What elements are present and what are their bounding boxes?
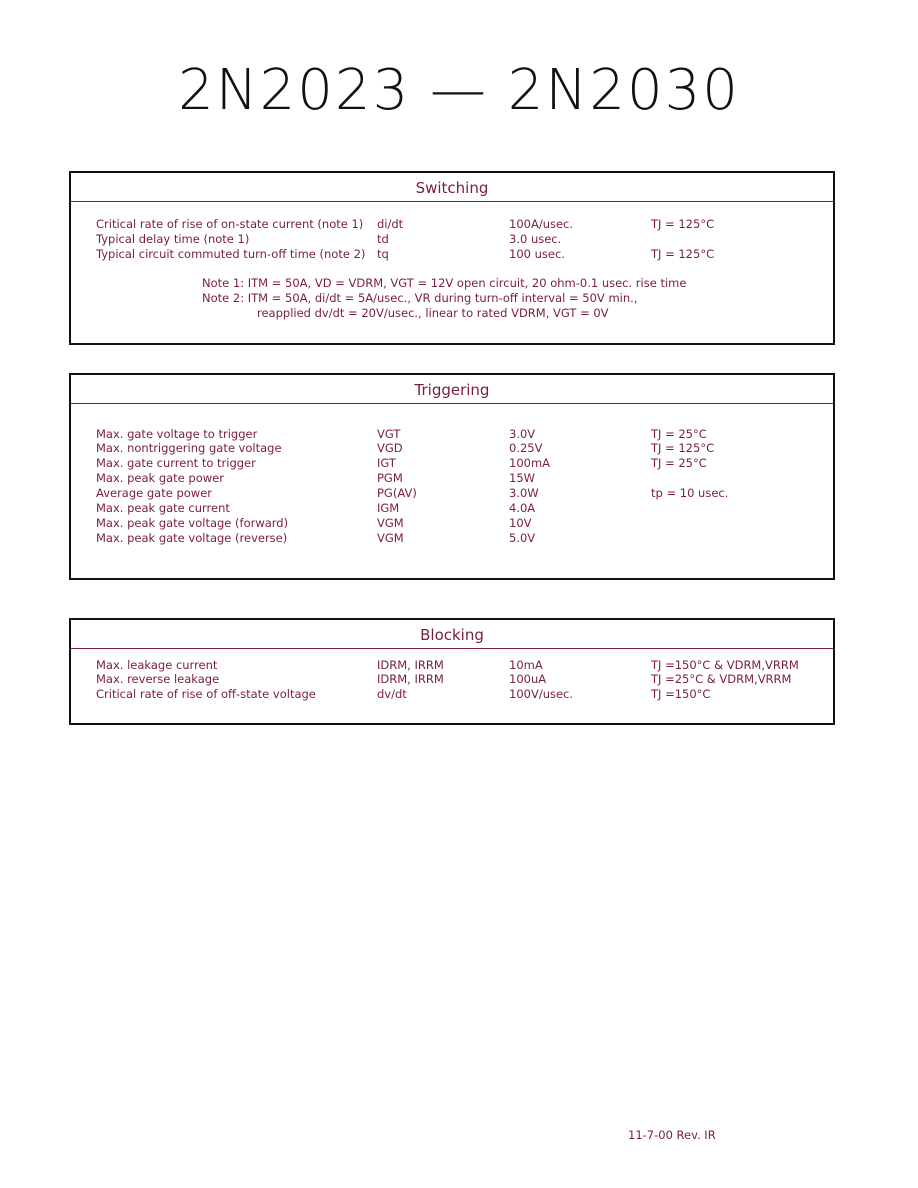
- symbol: IDRM, IRRM: [377, 672, 444, 686]
- blocking-heading: Blocking: [71, 620, 833, 649]
- symbol: di/dt: [377, 217, 404, 231]
- page-title: 2N2023 — 2N2030: [178, 58, 740, 123]
- param-label: Critical rate of rise of on-state current (note 1): [96, 217, 364, 231]
- value: 3.0 usec.: [509, 232, 562, 246]
- symbol: dv/dt: [377, 687, 407, 701]
- value: 100 usec.: [509, 247, 565, 261]
- symbol: VGM: [377, 516, 404, 530]
- param-label: Max. leakage current: [96, 658, 218, 672]
- note-2: Note 2: ITM = 50A, di/dt = 5A/usec., VR during turn-off interval = 50V min.,: [202, 291, 638, 305]
- condition: TJ =150°C: [651, 687, 711, 701]
- table-row: [71, 441, 833, 456]
- param-label: Critical rate of rise of off-state voltage: [96, 687, 316, 701]
- symbol: tq: [377, 247, 389, 261]
- table-row: [71, 456, 833, 471]
- symbol: PGM: [377, 471, 403, 485]
- value: 100V/usec.: [509, 687, 574, 701]
- param-label: Max. reverse leakage: [96, 672, 220, 686]
- table-row: [71, 516, 833, 531]
- triggering-heading: Triggering: [71, 375, 833, 404]
- condition: TJ =150°C & VDRM,VRRM: [651, 658, 799, 672]
- value: 100mA: [509, 456, 551, 470]
- param-label: Max. peak gate voltage (reverse): [96, 531, 288, 545]
- table-row: [71, 672, 833, 687]
- table-row: [71, 217, 833, 232]
- param-label: Max. nontriggering gate voltage: [96, 441, 282, 455]
- table-row: [71, 687, 833, 702]
- param-label: Max. peak gate power: [96, 471, 224, 485]
- symbol: VGD: [377, 441, 403, 455]
- note-1: Note 1: ITM = 50A, VD = VDRM, VGT = 12V open circuit, 20 ohm-0.1 usec. rise time: [202, 276, 687, 290]
- table-row: [71, 501, 833, 516]
- param-label: Typical circuit commuted turn-off time (note 2): [96, 247, 366, 261]
- value: 3.0V: [509, 427, 536, 441]
- param-label: Max. peak gate current: [96, 501, 230, 515]
- value: 4.0A: [509, 501, 536, 515]
- value: 10mA: [509, 658, 543, 672]
- table-row: [71, 531, 833, 546]
- condition: TJ = 25°C: [651, 456, 707, 470]
- revision-footer: 11-7-00 Rev. IR: [628, 1128, 716, 1142]
- value: 100uA: [509, 672, 547, 686]
- condition: TJ = 125°C: [651, 441, 715, 455]
- value: 10V: [509, 516, 532, 530]
- condition: TJ = 25°C: [651, 427, 707, 441]
- table-row: [71, 232, 833, 247]
- table-row: [71, 658, 833, 673]
- value: 100A/usec.: [509, 217, 574, 231]
- symbol: IDRM, IRRM: [377, 658, 444, 672]
- table-row: [71, 427, 833, 442]
- param-label: Average gate power: [96, 486, 213, 500]
- param-label: Max. gate current to trigger: [96, 456, 256, 470]
- param-label: Max. gate voltage to trigger: [96, 427, 258, 441]
- table-row: [71, 486, 833, 501]
- symbol: PG(AV): [377, 486, 417, 500]
- value: 15W: [509, 471, 536, 485]
- symbol: IGT: [377, 456, 396, 470]
- symbol: VGM: [377, 531, 404, 545]
- condition: TJ =25°C & VDRM,VRRM: [651, 672, 792, 686]
- switching-heading: Switching: [71, 173, 833, 202]
- value: 0.25V: [509, 441, 543, 455]
- value: 3.0W: [509, 486, 539, 500]
- triggering-section: [69, 373, 835, 580]
- param-label: Max. peak gate voltage (forward): [96, 516, 289, 530]
- symbol: VGT: [377, 427, 401, 441]
- blocking-section: [69, 618, 835, 725]
- table-row: [71, 247, 833, 262]
- switching-section: [69, 171, 835, 345]
- symbol: td: [377, 232, 389, 246]
- condition: TJ = 125°C: [651, 217, 715, 231]
- param-label: Typical delay time (note 1): [96, 232, 250, 246]
- condition: tp = 10 usec.: [651, 486, 729, 500]
- note-2-continued: reapplied dv/dt = 20V/usec., linear to rated VDRM, VGT = 0V: [257, 306, 609, 320]
- symbol: IGM: [377, 501, 400, 515]
- value: 5.0V: [509, 531, 536, 545]
- table-row: [71, 471, 833, 486]
- condition: TJ = 125°C: [651, 247, 715, 261]
